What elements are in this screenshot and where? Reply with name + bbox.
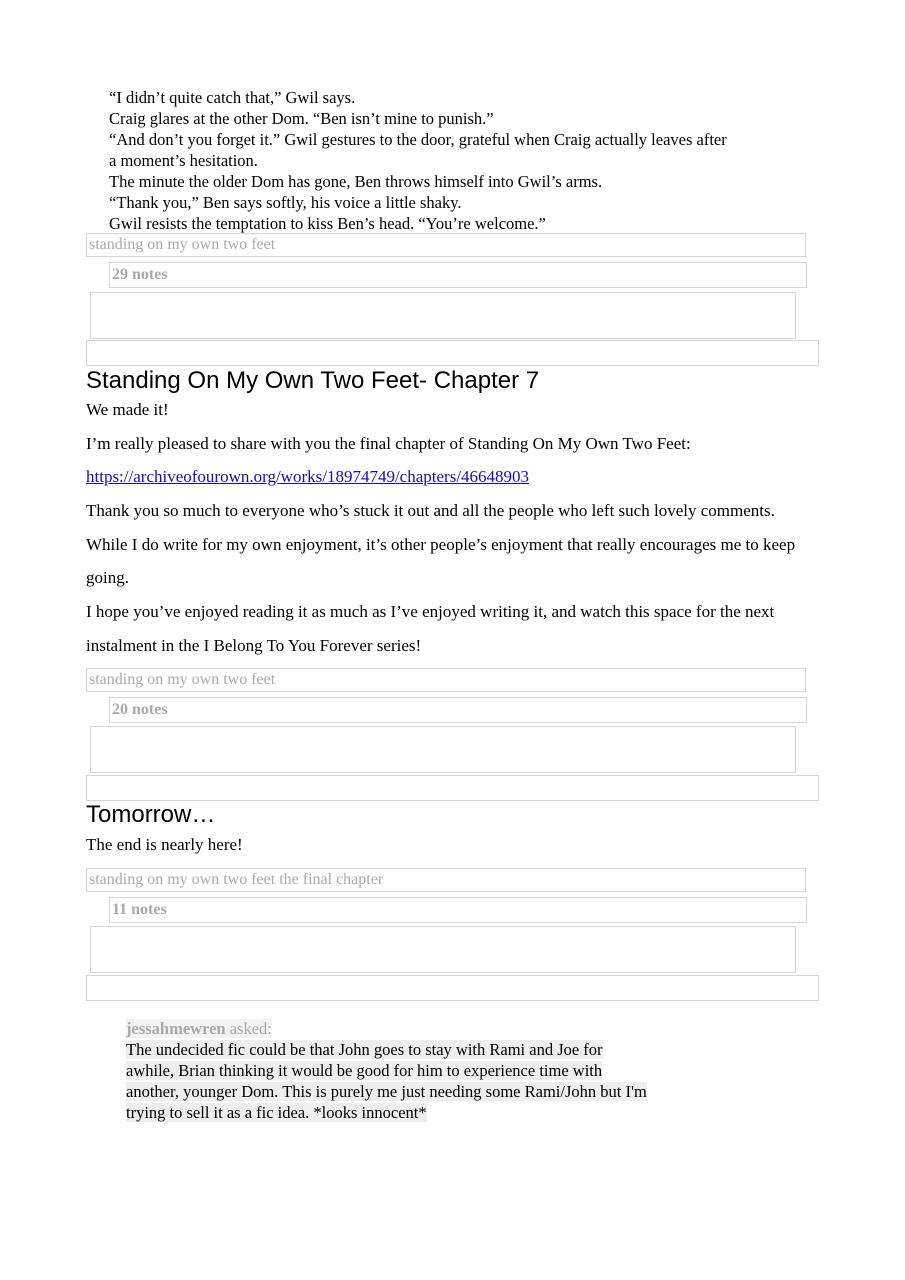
asked-label: asked: [225,1019,272,1038]
question-line [126,1060,726,1081]
story-line: Gwil resists the temptation to kiss Ben’s head. “You’re welcome.” [109,214,546,233]
post-tags[interactable]: standing on my own two feet the final chapter [86,868,806,892]
post-tags[interactable]: standing on my own two feet [86,668,806,692]
notes-count[interactable]: 11 notes [109,897,807,923]
post-divider-box [86,975,819,1001]
post-paragraph: We made it! [86,400,169,419]
chapter-link[interactable]: https://archiveofourown.org/works/18974749/chapters/46648903 [86,467,530,486]
question-line [126,1102,726,1123]
post-title: Standing On My Own Two Feet- Chapter 7 [86,367,540,394]
story-excerpt [109,87,809,234]
story-line: “And don’t you forget it.” Gwil gestures to the door, grateful when Craig actually leaves after [109,130,727,149]
story-line: “Thank you,” Ben says softly, his voice a little shaky. [109,193,462,212]
asker-line [126,1019,272,1038]
post-footer-box [90,926,796,973]
notes-count[interactable]: 20 notes [109,697,807,723]
story-line: a moment’s hesitation. [109,151,258,170]
question-text: awhile, Brian thinking it would be good for him to experience time with [126,1061,603,1080]
post-divider-box [86,775,819,801]
question-line [126,1081,726,1102]
post-title: Tomorrow… [86,801,216,828]
post-footer-box [90,726,796,773]
post-paragraph [86,460,806,494]
post-paragraph: The end is nearly here! [86,835,243,854]
story-line: “I didn’t quite catch that,” Gwil says. [109,88,356,107]
question-line [126,1039,726,1060]
post-paragraph: Thank you so much to everyone who’s stuck it out and all the people who left such lovely comments. While I do write for my own enjoyment, it’s other people’s enjoyment that really encourages me to keep going. [86,501,796,587]
ask-block [126,1018,726,1123]
notes-count[interactable]: 29 notes [109,262,807,288]
post-tags[interactable]: standing on my own two feet [86,233,806,257]
post-paragraph: I hope you’ve enjoyed reading it as much as I’ve enjoyed writing it, and watch this space for the next instalment in the I Belong To You Forever series! [86,602,775,655]
story-line: Craig glares at the other Dom. “Ben isn’t mine to punish.” [109,109,494,128]
post-divider-box [86,340,819,366]
question-text: The undecided fic could be that John goes to stay with Rami and Joe for [126,1040,603,1059]
story-line: The minute the older Dom has gone, Ben throws himself into Gwil’s arms. [109,172,603,191]
post-footer-box [90,292,796,339]
post-paragraph: I’m really pleased to share with you the final chapter of Standing On My Own Two Feet: [86,434,691,453]
question-text: trying to sell it as a fic idea. *looks innocent* [126,1103,427,1122]
asker-name[interactable]: jessahmewren [126,1019,226,1038]
question-text: another, younger Dom. This is purely me just needing some Rami/John but I'm [126,1082,647,1101]
